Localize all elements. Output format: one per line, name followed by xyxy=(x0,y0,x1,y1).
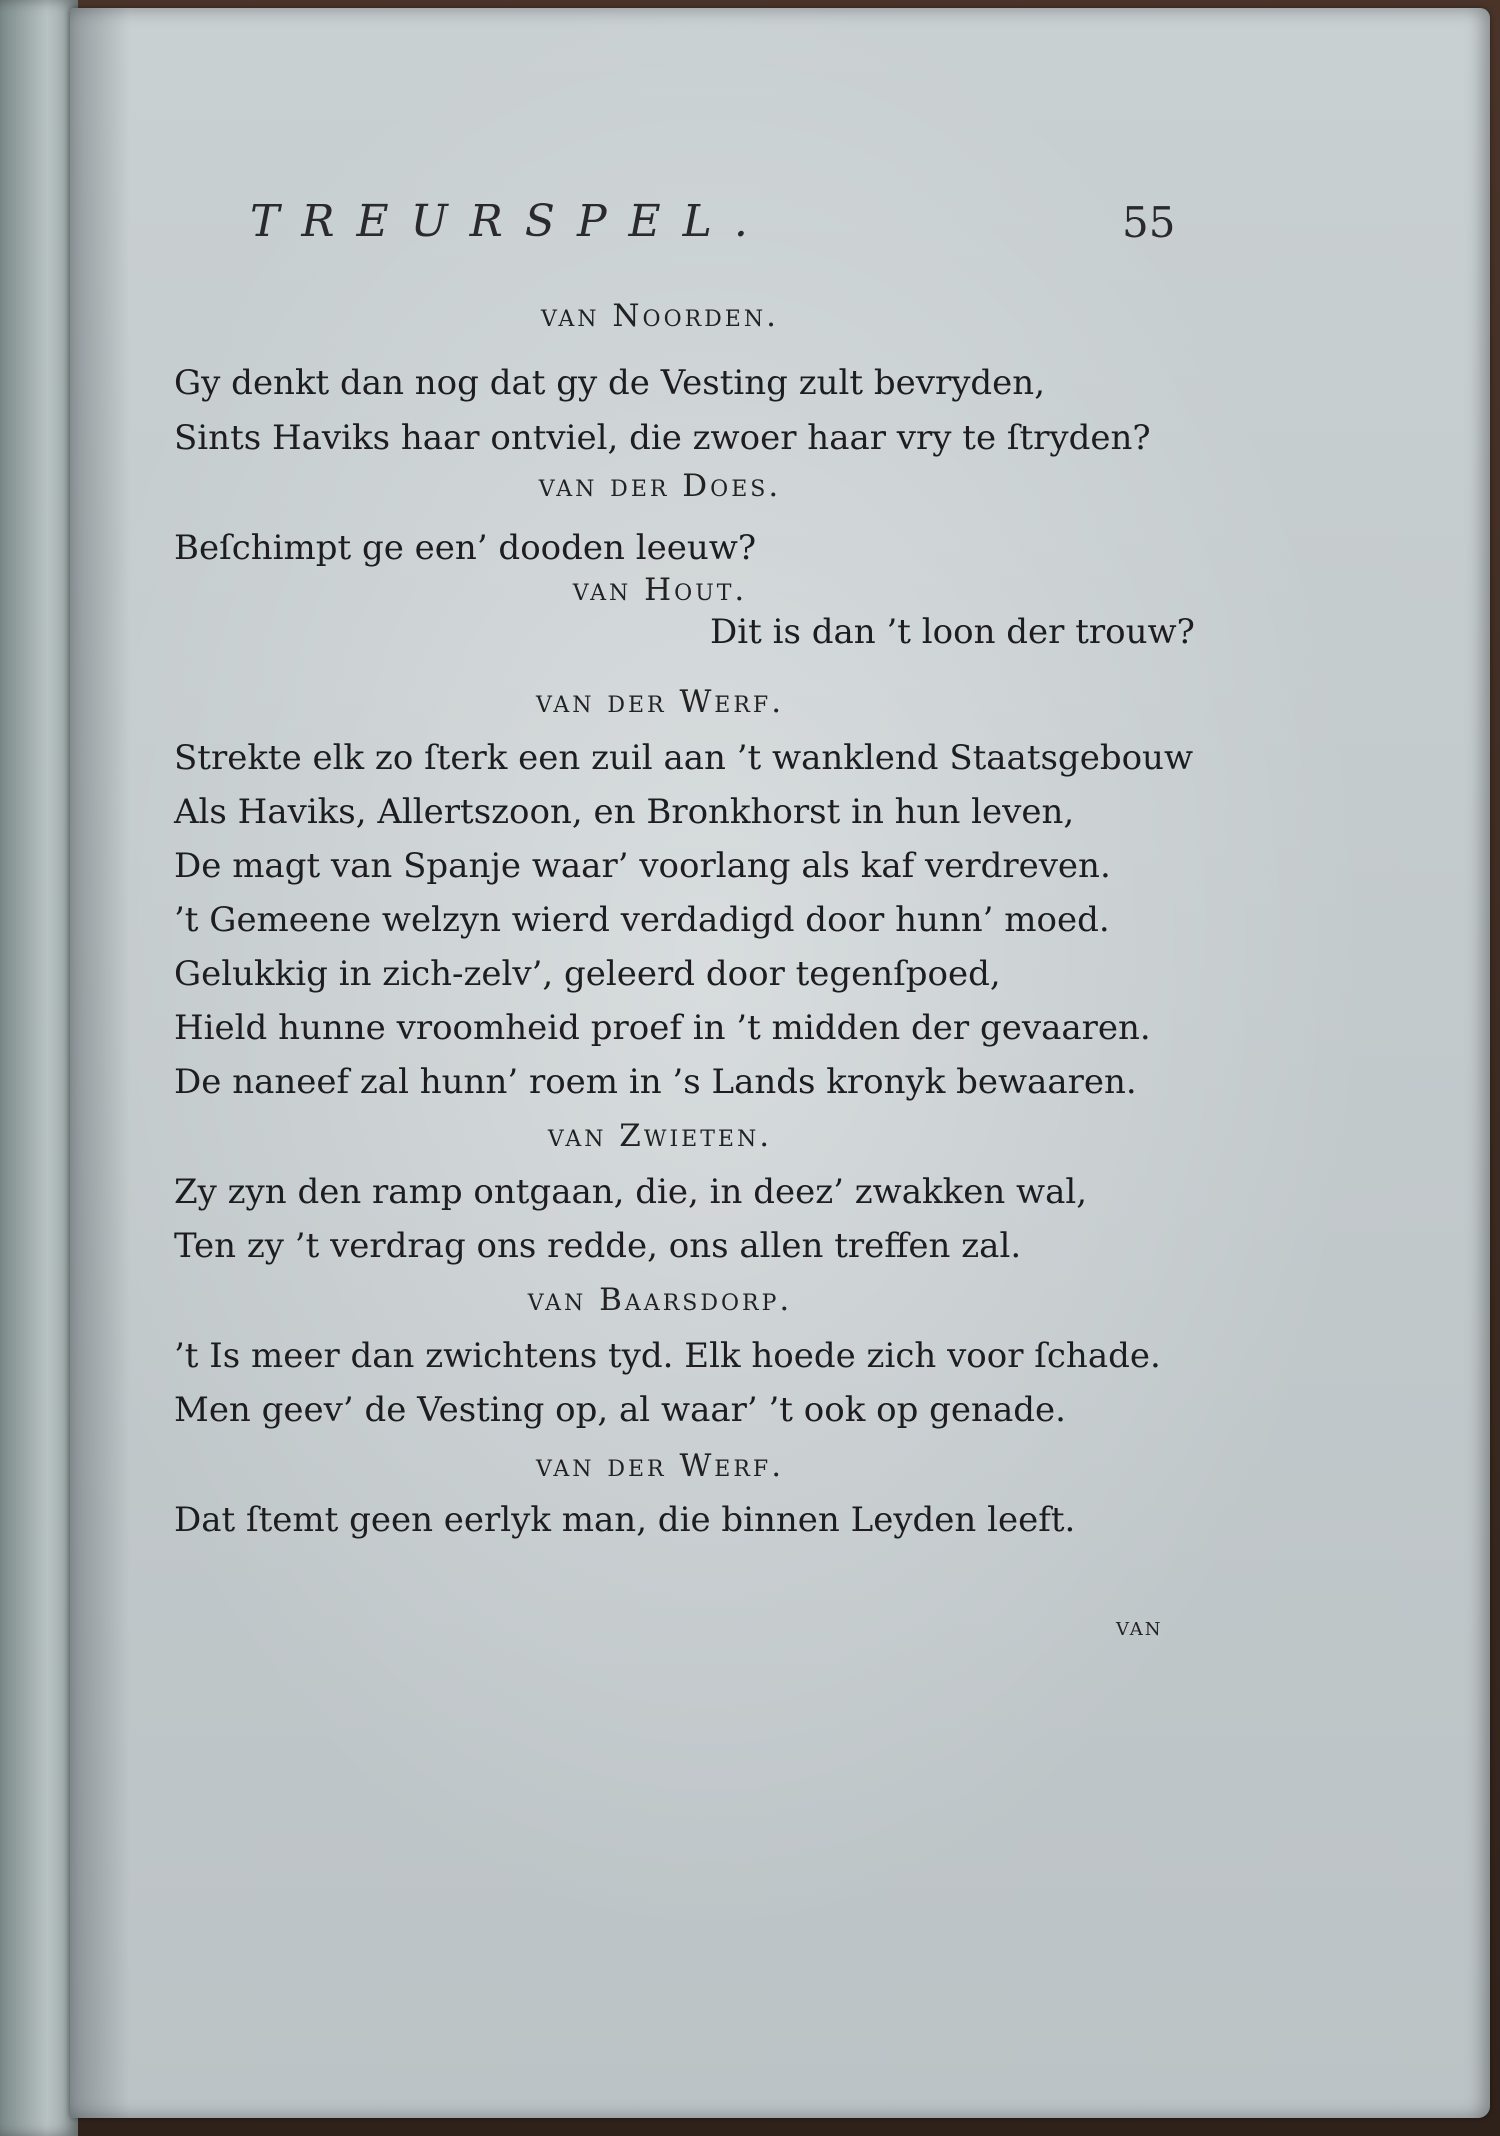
speaker-heading: van Noorden. xyxy=(541,298,779,334)
spine-shadow xyxy=(70,8,130,2118)
speaker-heading: van der Werf. xyxy=(535,1448,785,1484)
speaker-heading: van der Does. xyxy=(538,468,782,504)
verse-line: Dit is dan ’t loon der trouw? xyxy=(710,612,1195,652)
verse-line: Sints Haviks haar ontviel, die zwoer haar vry te ſtryden? xyxy=(174,418,1151,458)
verse-line: Hield hunne vroomheid proef in ’t midden der gevaaren. xyxy=(174,1008,1151,1048)
verse-line: De naneef zal hunn’ roem in ’s Lands kronyk bewaaren. xyxy=(174,1062,1137,1102)
speaker-heading: van Baarsdorp. xyxy=(527,1282,793,1318)
page-number: 55 xyxy=(1122,198,1176,247)
verse-line: ’t Is meer dan zwichtens tyd. Elk hoede zich voor ſchade. xyxy=(174,1336,1161,1376)
verse-line: Als Haviks, Allertszoon, en Bronkhorst in hun leven, xyxy=(174,792,1075,832)
verse-line: De magt van Spanje waar’ voorlang als kaf verdreven. xyxy=(174,846,1111,886)
verse-line: Strekte elk zo ſterk een zuil aan ’t wanklend Staatsgebouw xyxy=(174,738,1194,778)
speaker-heading: van der Werf. xyxy=(535,684,785,720)
book-page xyxy=(70,8,1490,2118)
verse-line: Gy denkt dan nog dat gy de Vesting zult bevryden, xyxy=(174,363,1046,403)
verse-line: Men geev’ de Vesting op, al waar’ ’t ook op genade. xyxy=(174,1390,1066,1430)
catchword: van xyxy=(1116,1612,1163,1642)
verse-line: ’t Gemeene welzyn wierd verdadigd door hunn’ moed. xyxy=(174,900,1110,940)
verse-line: Gelukkig in zich-zelv’, geleerd door tegenſpoed, xyxy=(174,954,1001,994)
running-title: TREURSPEL. xyxy=(250,196,770,247)
facing-page-edge xyxy=(0,0,78,2136)
speaker-heading: van Zwieten. xyxy=(547,1118,773,1154)
speaker-heading: van Hout. xyxy=(572,572,748,608)
verse-line: Beſchimpt ge een’ dooden leeuw? xyxy=(174,528,757,568)
verse-line: Dat ſtemt geen eerlyk man, die binnen Leyden leeft. xyxy=(174,1500,1076,1540)
verse-line: Ten zy ’t verdrag ons redde, ons allen treffen zal. xyxy=(174,1226,1022,1266)
verse-line: Zy zyn den ramp ontgaan, die, in deez’ zwakken wal, xyxy=(174,1172,1088,1212)
